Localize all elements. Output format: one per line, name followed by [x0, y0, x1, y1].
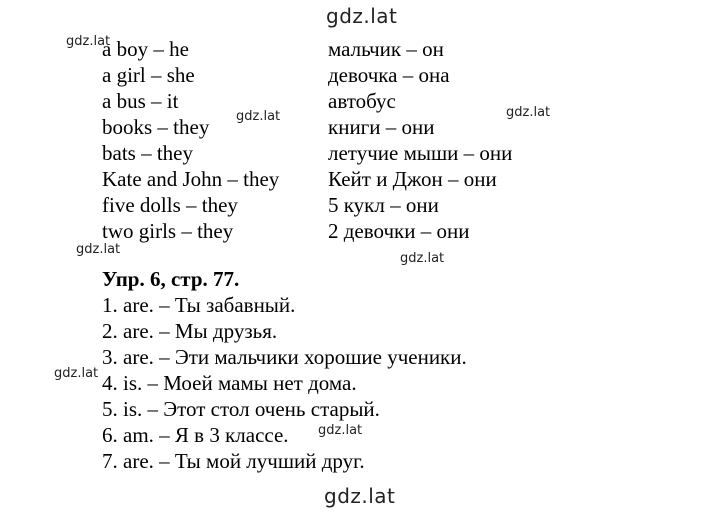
watermark: gdz.lat: [54, 366, 99, 381]
russian-item: 5 кукл – они: [328, 193, 439, 217]
answer-item: 3. are. – Эти мальчики хорошие ученики.: [102, 345, 467, 369]
russian-column: [328, 36, 512, 244]
english-item: Kate and John – they: [102, 167, 280, 191]
watermark: gdz.lat: [236, 109, 281, 124]
russian-item: автобус: [328, 89, 396, 113]
exercise-heading: Упр. 6, стр. 77.: [102, 267, 240, 291]
watermark: gdz.lat: [76, 242, 121, 257]
russian-item: 2 девочки – они: [328, 219, 470, 243]
answer-item: 7. are. – Ты мой лучший друг.: [102, 449, 365, 473]
watermark: gdz.lat: [66, 34, 111, 49]
english-item: bats – they: [102, 141, 193, 165]
russian-item: Кейт и Джон – они: [328, 167, 497, 191]
answer-item: 2. are. – Мы друзья.: [102, 319, 278, 343]
answer-item: 6. am. – Я в 3 классе.: [102, 423, 289, 447]
answer-item: 1. are. – Ты забавный.: [102, 293, 296, 317]
watermark-bottom: gdz.lat: [324, 484, 396, 508]
english-item: a boy – he: [102, 37, 189, 61]
answer-item: 4. is. – Моей мамы нет дома.: [102, 371, 357, 395]
russian-item: мальчик – он: [328, 37, 444, 61]
answers-list: [102, 292, 467, 474]
english-item: a girl – she: [102, 63, 195, 87]
english-item: books – they: [102, 115, 210, 139]
english-item: two girls – they: [102, 219, 234, 243]
watermark: gdz.lat: [506, 105, 551, 120]
russian-item: девочка – она: [328, 63, 450, 87]
russian-item: летучие мыши – они: [328, 141, 513, 165]
watermark: gdz.lat: [400, 251, 445, 266]
english-item: five dolls – they: [102, 193, 238, 217]
watermark: gdz.lat: [318, 423, 363, 438]
russian-item: книги – они: [328, 115, 435, 139]
watermark-top: gdz.lat: [326, 4, 398, 28]
english-item: a bus – it: [102, 89, 179, 113]
answer-item: 5. is. – Этот стол очень старый.: [102, 397, 380, 421]
english-column: [102, 36, 279, 244]
